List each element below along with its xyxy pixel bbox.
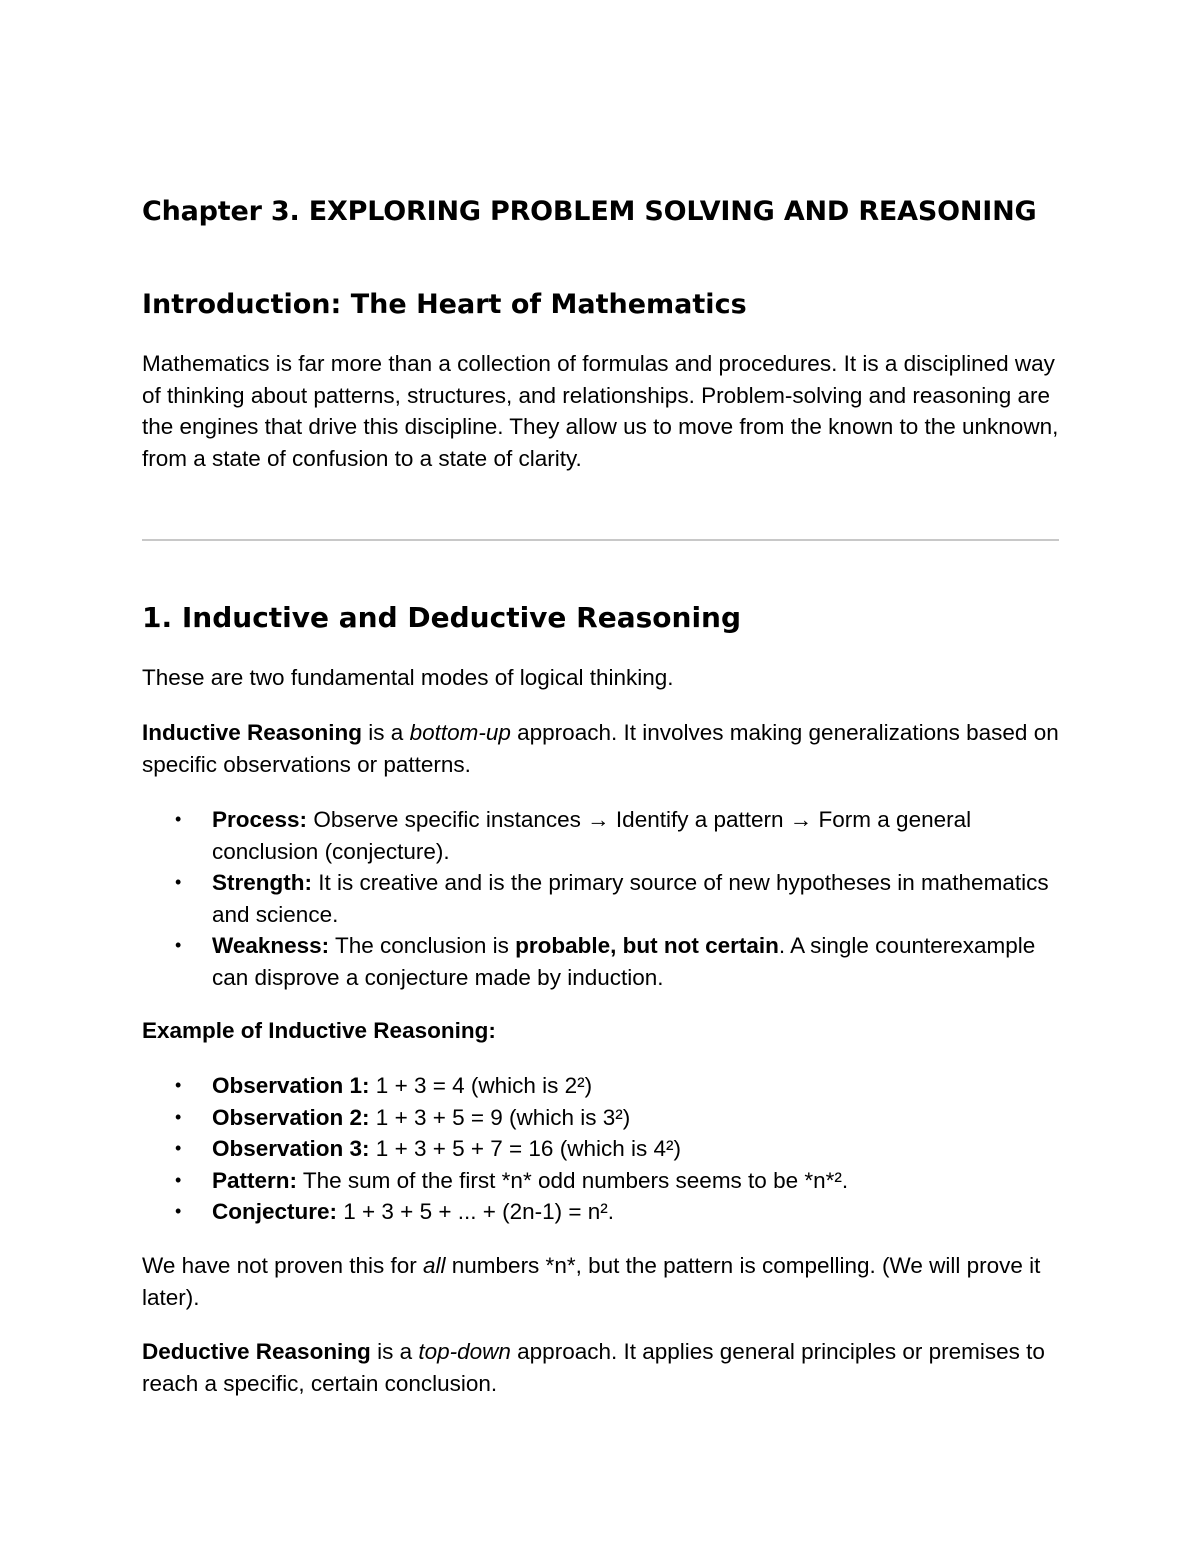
bullet-tail: . A single counterexample can disprove a conjecture made by induction. (212, 933, 1036, 990)
example-bullets (142, 1070, 1060, 1228)
bullet-text: 1 + 3 + 5 + 7 = 16 (which is 4²) (369, 1136, 681, 1161)
intro-heading: Introduction: The Heart of Mathematics (142, 289, 747, 320)
bullet-icon: • (175, 1169, 182, 1190)
list-item (142, 867, 1060, 930)
bullet-bold: probable, but not certain (515, 933, 779, 958)
list-item (142, 1133, 1060, 1165)
bullet-text: Observe specific instances → Identify a pattern → Form a general conclusion (conjecture). (212, 807, 972, 864)
chapter-title: Chapter 3. EXPLORING PROBLEM SOLVING AND REASONING (142, 196, 1037, 227)
deductive-emph: top-down (418, 1339, 511, 1364)
bullet-label: Observation 2: (212, 1104, 370, 1130)
list-item (142, 1196, 1060, 1228)
note-emph: all (423, 1253, 446, 1278)
inductive-bullets (142, 804, 1060, 993)
inductive-emph: bottom-up (409, 720, 511, 745)
bullet-icon: • (175, 809, 182, 829)
inductive-term: Inductive Reasoning (142, 720, 363, 745)
bullet-text: 1 + 3 = 4 (which is 2²) (369, 1073, 593, 1098)
bullet-label: Observation 1: (212, 1073, 370, 1098)
bullet-icon: • (175, 1138, 182, 1158)
bullet-label: Strength: (212, 870, 312, 895)
intro-paragraph: Mathematics is far more than a collection of formulas and procedures. It is a disciplined way of thinking about patterns, structures, and relationships. Problem-solving and reasoning are the engines that drive this discipline. They allow us to move from the known to the unknown, from a state of confusion to a state of clarity. (142, 351, 1059, 471)
section-1-heading: 1. Inductive and Deductive Reasoning (142, 601, 742, 634)
example-heading-text: Example of Inductive Reasoning: (142, 1018, 496, 1043)
bullet-label: Observation 3: (212, 1136, 370, 1161)
deductive-pre: is a (370, 1339, 419, 1364)
bullet-label: Weakness: (212, 933, 330, 958)
bullet-text: It is creative and is the primary source of new hypotheses in mathematics and science. (212, 870, 1049, 927)
example-heading (142, 1015, 1060, 1047)
bullet-label: Pattern: (212, 1167, 298, 1193)
example-note (142, 1250, 1060, 1313)
list-item (142, 1165, 1060, 1197)
note-post: numbers *n*, but the pattern is compelling. (We will prove it later). (142, 1253, 1041, 1310)
section-divider (142, 539, 1059, 541)
list-item (142, 1102, 1060, 1134)
bullet-icon: • (175, 1201, 182, 1221)
list-item (142, 804, 1060, 867)
bullet-icon: • (175, 1106, 182, 1127)
bullet-icon: • (175, 1075, 182, 1095)
inductive-pre: is a (362, 720, 410, 745)
list-item (142, 1070, 1060, 1102)
deductive-post: approach. It applies general principles or premises to reach a specific, certain conclusion. (142, 1339, 1045, 1396)
list-item (142, 930, 1060, 993)
note-pre: We have not proven this for (142, 1253, 423, 1278)
bullet-icon: • (175, 872, 182, 892)
deductive-definition (142, 1336, 1060, 1399)
bullet-text: 1 + 3 + 5 = 9 (which is 3²) (369, 1104, 631, 1130)
inductive-definition (142, 717, 1060, 780)
section-1-lead: These are two fundamental modes of logical thinking. (142, 665, 674, 690)
bullet-label: Process: (212, 807, 308, 832)
bullet-text: The sum of the first *n* odd numbers seems to be *n*². (297, 1167, 849, 1193)
bullet-text: The conclusion is (329, 933, 516, 958)
bullet-text: 1 + 3 + 5 + ... + (2n-1) = n². (337, 1199, 615, 1224)
inductive-post: approach. It involves making generalizations based on specific observations or patterns. (142, 720, 1059, 777)
bullet-label: Conjecture: (212, 1199, 338, 1224)
deductive-term: Deductive Reasoning (142, 1339, 371, 1364)
bullet-icon: • (175, 935, 182, 955)
